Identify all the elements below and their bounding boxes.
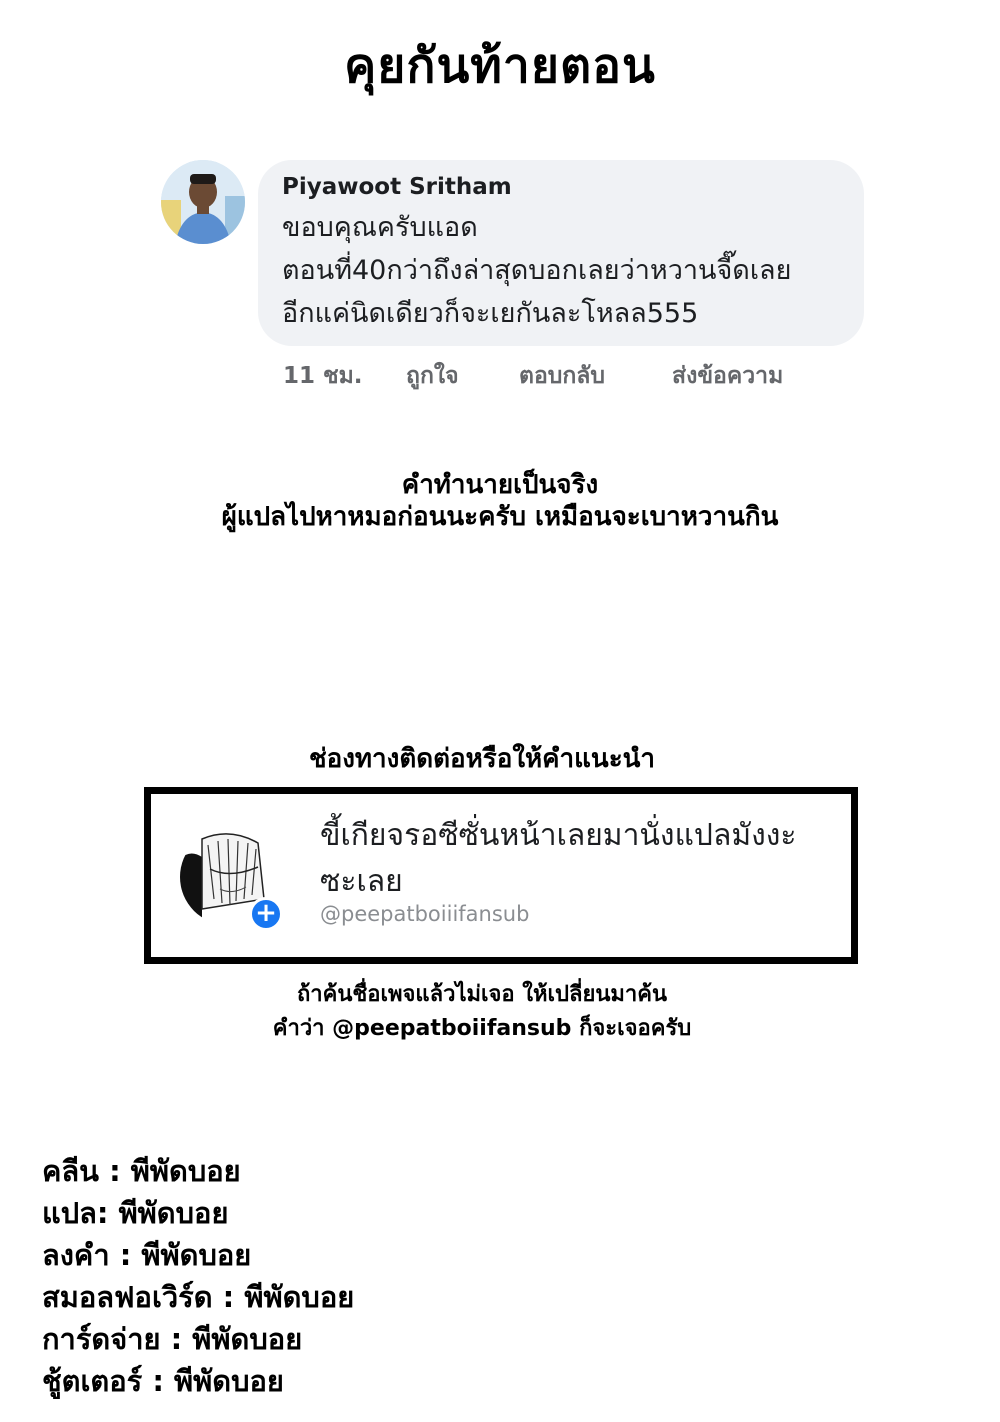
reply-note-line: ผู้แปลไปหาหมอก่อนนะครับ เหมือนจะเบาหวานกิน [221,502,779,532]
comment-timestamp[interactable]: 11 ชม. [283,363,363,389]
credit-line: การ์ดจ่าย : พีพัดบอย [42,1322,303,1356]
like-button[interactable]: ถูกใจ [406,363,459,389]
comment-text-line: อีกแค่นิดเดียวก็จะเยกันละโหลล555 [282,298,699,329]
page-name[interactable]: ซะเลย [320,864,403,899]
reply-note-line: คำทำนายเป็นจริง [401,470,599,500]
plus-icon[interactable]: + [249,897,283,931]
comment-text-line: ตอนที่40กว่าถึงล่าสุดบอกเลยว่าหวานจี๊ดเลย [282,255,792,286]
reply-button[interactable]: ตอบกลับ [519,363,606,389]
send-message-button[interactable]: ส่งข้อความ [672,363,784,389]
comment-actions [283,358,783,394]
page-handle: @peepatboiiifansub [320,902,530,926]
contact-heading: ช่องทางติดต่อหรือให้คำแนะนำ [308,744,656,774]
search-hint-line: ถ้าค้นชื่อเพจแล้วไม่เจอ ให้เปลี่ยนมาค้น [296,982,668,1007]
credit-line: คลีน : พีพัดบอย [42,1154,241,1188]
credit-line: แปล: พีพัดบอย [42,1196,229,1230]
commenter-avatar[interactable] [161,160,245,244]
page-name[interactable]: ขี้เกียจรอซีซั่นหน้าเลยมานั่งแปลมังงะ [320,818,797,853]
page-title: คุยกันท้ายตอน [344,38,656,94]
credit-line: ชู้ตเตอร์ : พีพัดบอย [42,1364,284,1398]
comment-bubble [258,160,864,346]
search-hint-line: คำว่า @peepatboiifansub ก็จะเจอครับ [272,1016,692,1041]
comment-text-line: ขอบคุณครับแอด [282,212,478,243]
commenter-name[interactable]: Piyawoot Sritham [282,174,512,200]
credit-line: ลงคำ : พีพัดบอย [42,1238,252,1272]
credit-line: สมอลฟอเวิร์ด : พีพัดบอย [42,1280,355,1314]
